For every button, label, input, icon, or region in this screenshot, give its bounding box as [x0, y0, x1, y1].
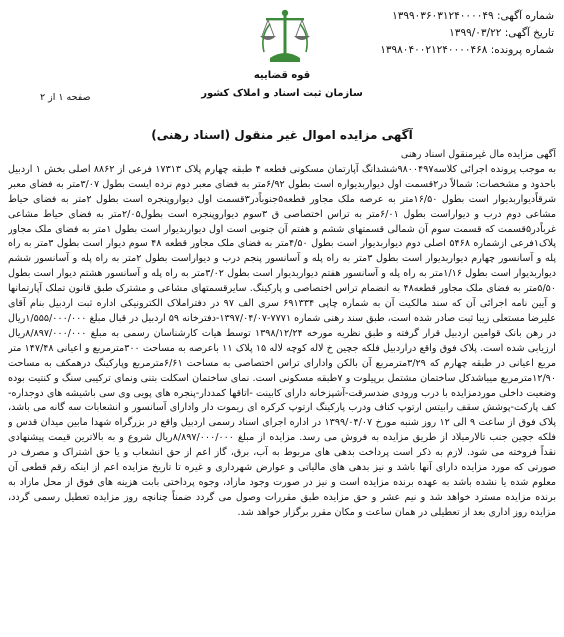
body-paragraph: به موجب پرونده اجرائی کلاسه۹۸۰۰۴۹۷ششدانگ آپارتمان مسکونی قطعه ۴ طبقه چهارم پلاک ۱۷۳۱۳ فرعی از ۸۸۶۲ اصلی بخش ۱ اردبیل باحدود و مشخصات: شمالاً در۲قسمت اول دیواربدیواره است بطول ۶/۹۲متر به فضای معبر دوم نرده ایست بطول ۳/۰۷متر به فضای معبر شرقاًدیواربدیوار است بطول ۱۶/۵۰متر به عرصه ملک مجاور قطعه۵جنوباًدر۳قسمت اول دیواروپنجره است بطول ۲متر به فضای حیاط مشاعی دوم درب و دیواراست بطول ۶/۰۱متر به تراس اختصاصی ق ۳سوم دیواروپنجره است بطول۲/۰۵متر به فضای حیاط مشاعی غرباًدر۵قسمت که قسمت سوم آن شمالی قسمتهای ششم و هفتم آن جنوبی است اول دیواربدیوار است بطول ۱متر به فضای ملک مجاور پلاک۱فرعی ازشماره ۵۴۶۸ اصلی دوم دیواربدیوار است بطول ۴/۵۰متر به فضای ملک مجاور قطعه ۴۸ سوم دیوار است بطول ۳متر به راه پله و آسانسور چهارم دیواربدیوار است بطول ۳متر به راه پله و آسانسور پنجم درب و دیواراست بطول ۲متر به راه پله و آسانسور ششم دیواربدیوار است بطول ۱/۱۶متر به راه پله و آسانسور هفتم دیواربدیوار است بطول ۳/۰۲متر به راه پله و آسانسور هشتم دیوار است بطول ۵/۵۰متر به فضای ملک مجاور قطعه۴۸ به انضمام تراس اختصاصی و پارکینگ. سایرقسمتهای مشاعی و مشترک طبق قانون تملک آپارتمانها و آیین نامه اجرائی آن که سند مالکیت آن به شماره چاپی ۶۹۱۳۳۴ سری الف ۹۷ در دفتراملاک الکترونیکی اداره ثبت اردبیل بنام آقای علیرضا مستعلی زیبا ثبت صادر شده است، طبق سند رهنی شماره ۷۷۷۱-۱۳۹۷/۰۴/۰۷-دفترخانه ۵۹ اردبیل در قبال مبلغ ۱/۵۵۵/۰۰۰/۰۰۰ریال در رهن بانک قوامین اردبیل قرار گرفته و طبق نظریه مورخه ۱۳۹۸/۱۲/۲۴ توسط هیات کارشناسان رسمی به مبلغ ۸/۸۹۷/۰۰۰/۰۰۰ریال ارزیابی شده است. پلاک فوق واقع دراردبیل فلکه جچین خ لاله کوچه لاله ۱۵ پلاک ۱۱ باعرصه به مساحت ۳۰۰مترمربع و اعیانی ۱۴۷/۴۸ متر مربع اعیانی در طبقه چهارم که ۳/۲۹مترمربع آن بالکن وادارای تراس اختصاصی به مساحت ۶/۶۱مترمربع وپارکینگ درهمکف به مساحت ۱۲/۹۰مترمربع میباشدکل ساختمان مشتمل برپیلوت و ۷طبقه مسکونی است. نمای ساختمان اسکلت بتنی ونمای ترکیبی سنگ و کنتیت بوده وضعیت داخلی موردمزایده با درب ورودی ضدسرقت-آشپزخانه دارای کابینت -اتاقها کمددار-پنجره های پویی وی سی باشیشه های دوجداره-کف پارکت-پوشش سقف رابیتس ارتوپ کناف ودرب پارکینگ ارتوپ کرکره ای ریموت دار وادارای آسانسور و انشعابات سه گانه می باشد، پلاک فوق از ساعت ۹ الی ۱۲ روز شنبه مورخ ۱۳۹۹/۰۴/۰۷ در اداره اجرای اسناد رسمی اردبیل واقع در بزرگراه شهدا مابین میدان قدس و فلکه جچین جنب تالارمیلاد از طریق مزایده به فروش می رسد. مزایده از مبلغ ۸/۸۹۷/۰۰۰/۰۰۰ریال شروع و به بالاترین قیمت پیشنهادی نقداً فروخته می شود. لازم به ذکر است پرداخت بدهی های مربوط به آب، برق، گاز اعم از حق انشعاب و یا حق اشتراک و مصرف در صورتی که مورد مزایده دارای آنها باشد و نیز بدهی های مالیاتی و عوارض شهرداری و غیره تا تاریخ مزایده اعم از اینکه رقم قطعی آن معلوم شده یا نشده باشد به عهده برنده مزایده است و نیز در صورت وجود مازاد، وجوه پرداختی بابت هزینه های فوق از محل مازاد به برنده مزایده مسترد خواهد شد و نیم عشر و حق مزایده طبق مقررات وصول می گردد ضمناً چنانچه روز مزایده تعطیل رسمی گردد، مزایده روز اداری بعد از تعطیلی در همان ساعت و مکان مقرر برگزار خواهد شد.	[8, 163, 556, 518]
ad-number: ۱۳۹۹۰۳۶۰۳۱۲۴۰۰۰۰۴۹	[392, 10, 494, 22]
file-number-label: شماره پرونده:	[490, 44, 554, 56]
ad-number-row	[354, 8, 554, 25]
body-heading: آگهی مزایده مال غیرمنقول اسناد رهنی	[400, 149, 556, 160]
organization-subname: سازمان ثبت اسناد و املاک کشور	[201, 88, 363, 99]
file-number: ۱۳۹۸۰۴۰۰۲۱۲۴۰۰۰۰۴۶۸	[380, 44, 488, 56]
file-number-row	[354, 42, 554, 59]
ad-number-label: شماره آگهی:	[496, 10, 554, 22]
ad-date-row	[354, 25, 554, 42]
document-title: آگهی مزایده اموال غیر منقول (اسناد رهنی)	[151, 128, 413, 142]
ad-date-label: تاریخ آگهی:	[504, 27, 554, 39]
document-body	[8, 148, 556, 634]
judiciary-emblem-icon	[256, 6, 314, 66]
organization-name: قوه قضاییه	[253, 70, 311, 81]
ad-date: ۱۳۹۹/۰۳/۲۲	[449, 27, 502, 39]
document-meta	[354, 8, 554, 59]
page-number: صفحه ۱ از ۲	[40, 92, 91, 103]
